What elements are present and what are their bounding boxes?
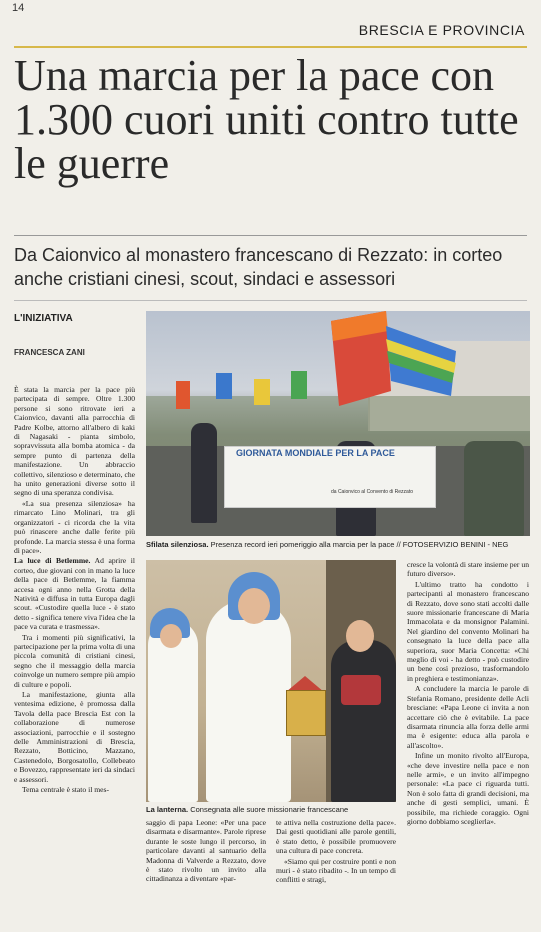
face <box>160 624 182 648</box>
kicker: L'INIZIATIVA <box>14 313 73 324</box>
headline: Una marcia per la pace con 1.300 cuori uniti contro tutte le guerre <box>14 51 519 188</box>
photo-lantern <box>146 560 396 802</box>
lantern-icon <box>286 690 326 736</box>
paragraph: La manifestazione, giunta alla ventesima edizione, è promossa dalla Tavola della pace Brescia Est con la collaborazione di numerose associazioni, parrocchie e il sostegno delle Amministrazioni di Brescia, Rezzato, Botticino, Mazzano, Castenedolo, Borgosatollo, Collebeato e Bovezzo, rappresentate ieri da sindaci e assessori. <box>14 690 135 784</box>
banner-subtitle: da Caionvico al Convento di Rezzato <box>331 489 413 495</box>
paragraph: cresce la volontà di stare insieme per un futuro diverso». <box>407 560 529 579</box>
rainbow-flag-icon <box>331 311 461 421</box>
body-column-left <box>14 385 135 925</box>
banner-title: GIORNATA MONDIALE PER LA PACE <box>236 448 395 458</box>
nun <box>206 600 291 802</box>
marcher <box>464 441 524 536</box>
paragraph: te attiva nella costruzione della pace». Dai gesti quotidiani alle parole gentili, è stato detto, è possibile promuovere una cultura di pace concreta. <box>276 818 396 856</box>
photo-peace-march <box>146 311 530 536</box>
subhead-rule <box>14 300 527 301</box>
body-column-middle-2 <box>276 818 396 928</box>
top-rule <box>14 46 527 48</box>
body-column-middle-1 <box>146 818 266 928</box>
paragraph: Infine un monito rivolto all'Europa, «che deve investire nella pace e non nelle armi», e un invito all'impegno personale: «La pace ci riguarda tutti. Non è solo fatta di grandi decisioni, ma anche di gesti semplici, umani. È possibile, ma richiede coraggio. Ogni giorno dobbiamo sceglierla». <box>407 751 529 826</box>
paragraph: «La sua presenza silenziosa» ha rimarcato Lino Molinari, tra gli organizzatori - ci ricorda che la vita può rinascere anche dalle ferite più profonde. La marcia stessa è una forma di pace». <box>14 498 135 555</box>
subheadline: Da Caionvico al monastero francescano di Rezzato: in corteo anche cristiani cinesi, scout, sindaci e assessori <box>14 245 503 289</box>
crowd-flags-icon <box>176 361 336 421</box>
paragraph: È stata la marcia per la pace più partecipata di sempre. Oltre 1.300 persone si sono ritrovate ieri a Caionvico, davanti alla parrocchia di Padre Kolbe, attorno all'albero di kaki di Nagasaki - pianta simbolo, sopravvissuta alla bomba atomica - da sempre punto di partenza della manifestazione. Un abbraccio collettivo, silenzioso e determinato, che ha unito generazioni diverse sotto il segno di una speranza condivisa. <box>14 385 135 498</box>
paragraph: L'ultimo tratto ha condotto i partecipanti al monastero francescano di Rezzato, dove sono stati accolti dalle suore missionarie francescane di Maria Immacolata e da monsignor Palamini. Nel giardino del convento Molinari ha consegnato la luce della pace alla superiora, suor Maria Concetta: «Chi meglio di voi - ha detto - può custodire un bene così prezioso, trasformandolo in preghiera e testimonianza». <box>407 579 529 683</box>
headline-rule <box>14 235 527 236</box>
photo-caption: Sfilata silenziosa. Presenza record ieri pomeriggio alla marcia per la pace // FOTOSERVIZIO BENINI - NEG <box>146 540 509 549</box>
paragraph: Tema centrale è stato il mes- <box>22 785 109 795</box>
body-column-right <box>407 560 529 925</box>
face <box>346 620 374 652</box>
face <box>238 588 270 624</box>
paragraph: «Siamo qui per costruire ponti e non muri - è stato ribadito -. In un tempo di conflitti e stragi, <box>276 856 396 885</box>
paragraph: Tra i momenti più significativi, la partecipazione per la prima volta di una piccola comunità di cristiani cinesi, segno che il messaggio della marcia coinvolge un numero sempre più ampio di culture e popoli. <box>14 632 135 689</box>
paragraph: saggio di papa Leone: «Per una pace disarmata e disarmante». Parole riprese durante le soste lungo il percorso, in particolare davanti al santuario della Madonna di Valverde a Rezzato, dove è stato rivolto un invito alla cittadinanza a diventare «par- <box>146 818 266 884</box>
paragraph: A concludere la marcia le parole di Stefania Romano, presidente delle Acli bresciane: «Papa Leone ci invita a non accettare ciò che è evitabile. La pace disarmata rinuncia alla forza delle armi ma è esigente: educa alla parola e all'ascolto». <box>407 684 529 750</box>
woman <box>331 640 396 802</box>
photo-caption: La lanterna. Consegnata alle suore missionarie francescane <box>146 805 349 814</box>
page-number: 14 <box>12 2 25 14</box>
byline: FRANCESCA ZANI <box>14 348 85 357</box>
section-title: BRESCIA E PROVINCIA <box>358 22 525 38</box>
paragraph: La luce di Betlemme. Ad aprire il corteo, due giovani con in mano la luce della pace di Betlemme, la fiamma accesa ogni anno nella Grotta della Natività e diffusa in tutta Europa dagli scout. «Custodire quella luce - è stato detto - significa tenere viva l'idea che la pace va curata e trasmessa». <box>14 556 135 632</box>
scarf <box>341 675 381 705</box>
marcher <box>191 423 217 523</box>
